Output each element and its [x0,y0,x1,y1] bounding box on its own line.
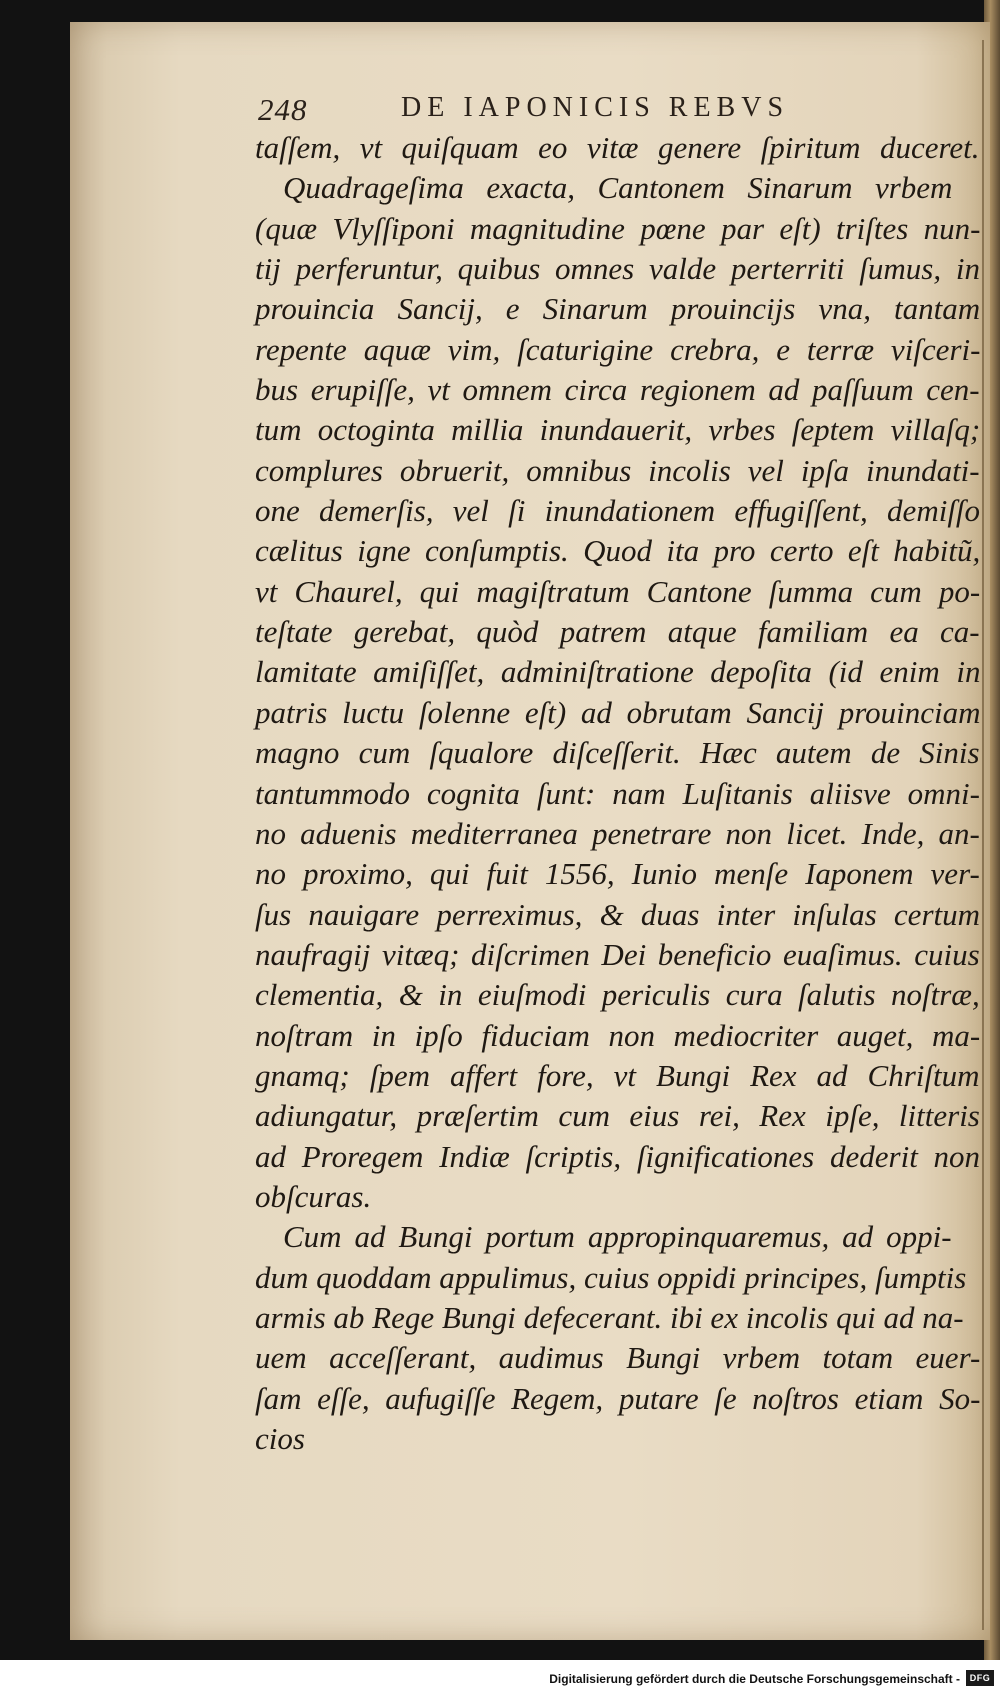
page-edge [982,40,984,1630]
text-line: bus erupiſſe, vt omnem circa regionem ad paſſuum cen- [255,372,980,408]
text-line: Quadrageſima exacta, Cantonem Sinarum vrbem [283,170,953,206]
text-line: clementia, & in eiuſmodi periculis cura ſalutis noſtræ, [255,977,980,1013]
text-line: tantummodo cognita ſunt: nam Luſitanis aliisve omni- [255,775,980,811]
text-line: tij perferuntur, quibus omnes valde perterriti ſumus, in [255,251,980,287]
text-line: adiungatur, præſertim cum eius rei, Rex ipſe, litteris [255,1098,980,1134]
running-head: DE IAPONICIS REBVS [401,92,790,123]
text-line: tum octoginta millia inundauerit, vrbes ſeptem villaſq; [255,412,981,448]
text-line: (quæ Vlyſſiponi magnitudine pœne par eſt) triſtes nun- [255,210,981,246]
text-line: uem acceſſerant, audimus Bungi vrbem totam euer- [255,1340,981,1376]
text-line: no aduenis mediterranea penetrare non licet. Inde, an- [255,815,980,851]
text-line: ſam eſſe, aufugiſſe Regem, putare ſe noſtros etiam So- [255,1380,981,1416]
text-line: ſus nauigare perreximus, & duas inter inſulas certum [255,896,981,932]
text-line: complures obruerit, omnibus incolis vel ipſa inundati- [255,452,980,488]
text-line: Cum ad Bungi portum appropinquaremus, ad oppi- [283,1219,952,1255]
text-line: patris luctu ſolenne eſt) ad obrutam Sancij prouinciam [255,694,981,730]
text-line: naufragij vitæq; diſcrimen Dei beneficio euaſimus. cuius [255,936,980,972]
text-line: one demerſis, vel ſi inundationem effugiſſent, demiſſo [255,493,981,529]
digitization-credit: Digitalisierung gefördert durch die Deutsche Forschungsgemeinschaft - [549,1672,960,1686]
text-line: magno cum ſqualore diſceſſerit. Hæc autem de Sinis [255,735,980,771]
text-line: no proximo, qui fuit 1556, Iunio menſe Iaponem ver- [255,856,980,892]
text-line: repente aquæ vim, ſcaturigine crebra, e terræ viſceri- [255,331,981,367]
text-line: gnamq; ſpem affert fore, vt Bungi Rex ad Chriſtum [255,1057,980,1093]
text-line: ad Proregem Indiæ ſcriptis, ſignificationes dederit non [255,1138,981,1174]
text-line: obſcuras. [255,1178,372,1214]
body-text [255,128,980,1459]
text-line: noſtram in ipſo fiduciam non mediocriter auget, ma- [255,1017,981,1053]
text-line: dum quoddam appulimus, cuius oppidi principes, ſumptis [255,1259,967,1295]
text-line: vt Chaurel, qui magiſtratum Cantone ſumma cum po- [255,573,981,609]
dfg-logo: DFG [966,1670,994,1686]
text-line: prouincia Sancij, e Sinarum prouincijs vna, tantam [255,291,981,327]
text-line: lamitate amiſiſſet, adminiſtratione depoſita (id enim in [255,654,981,690]
text-line: armis ab Rege Bungi defecerant. ibi ex incolis qui ad na- [255,1299,964,1335]
page-number: 248 [258,92,308,127]
text-line: teſtate gerebat, quòd patrem atque familiam ea ca- [255,614,980,650]
text-line: cælitus igne conſumptis. Quod ita pro certo eſt habitũ, [255,533,981,569]
text-line: taſſem, vt quiſquam eo vitæ genere ſpiritum duceret. [255,130,980,165]
text-line: cios [255,1421,305,1456]
